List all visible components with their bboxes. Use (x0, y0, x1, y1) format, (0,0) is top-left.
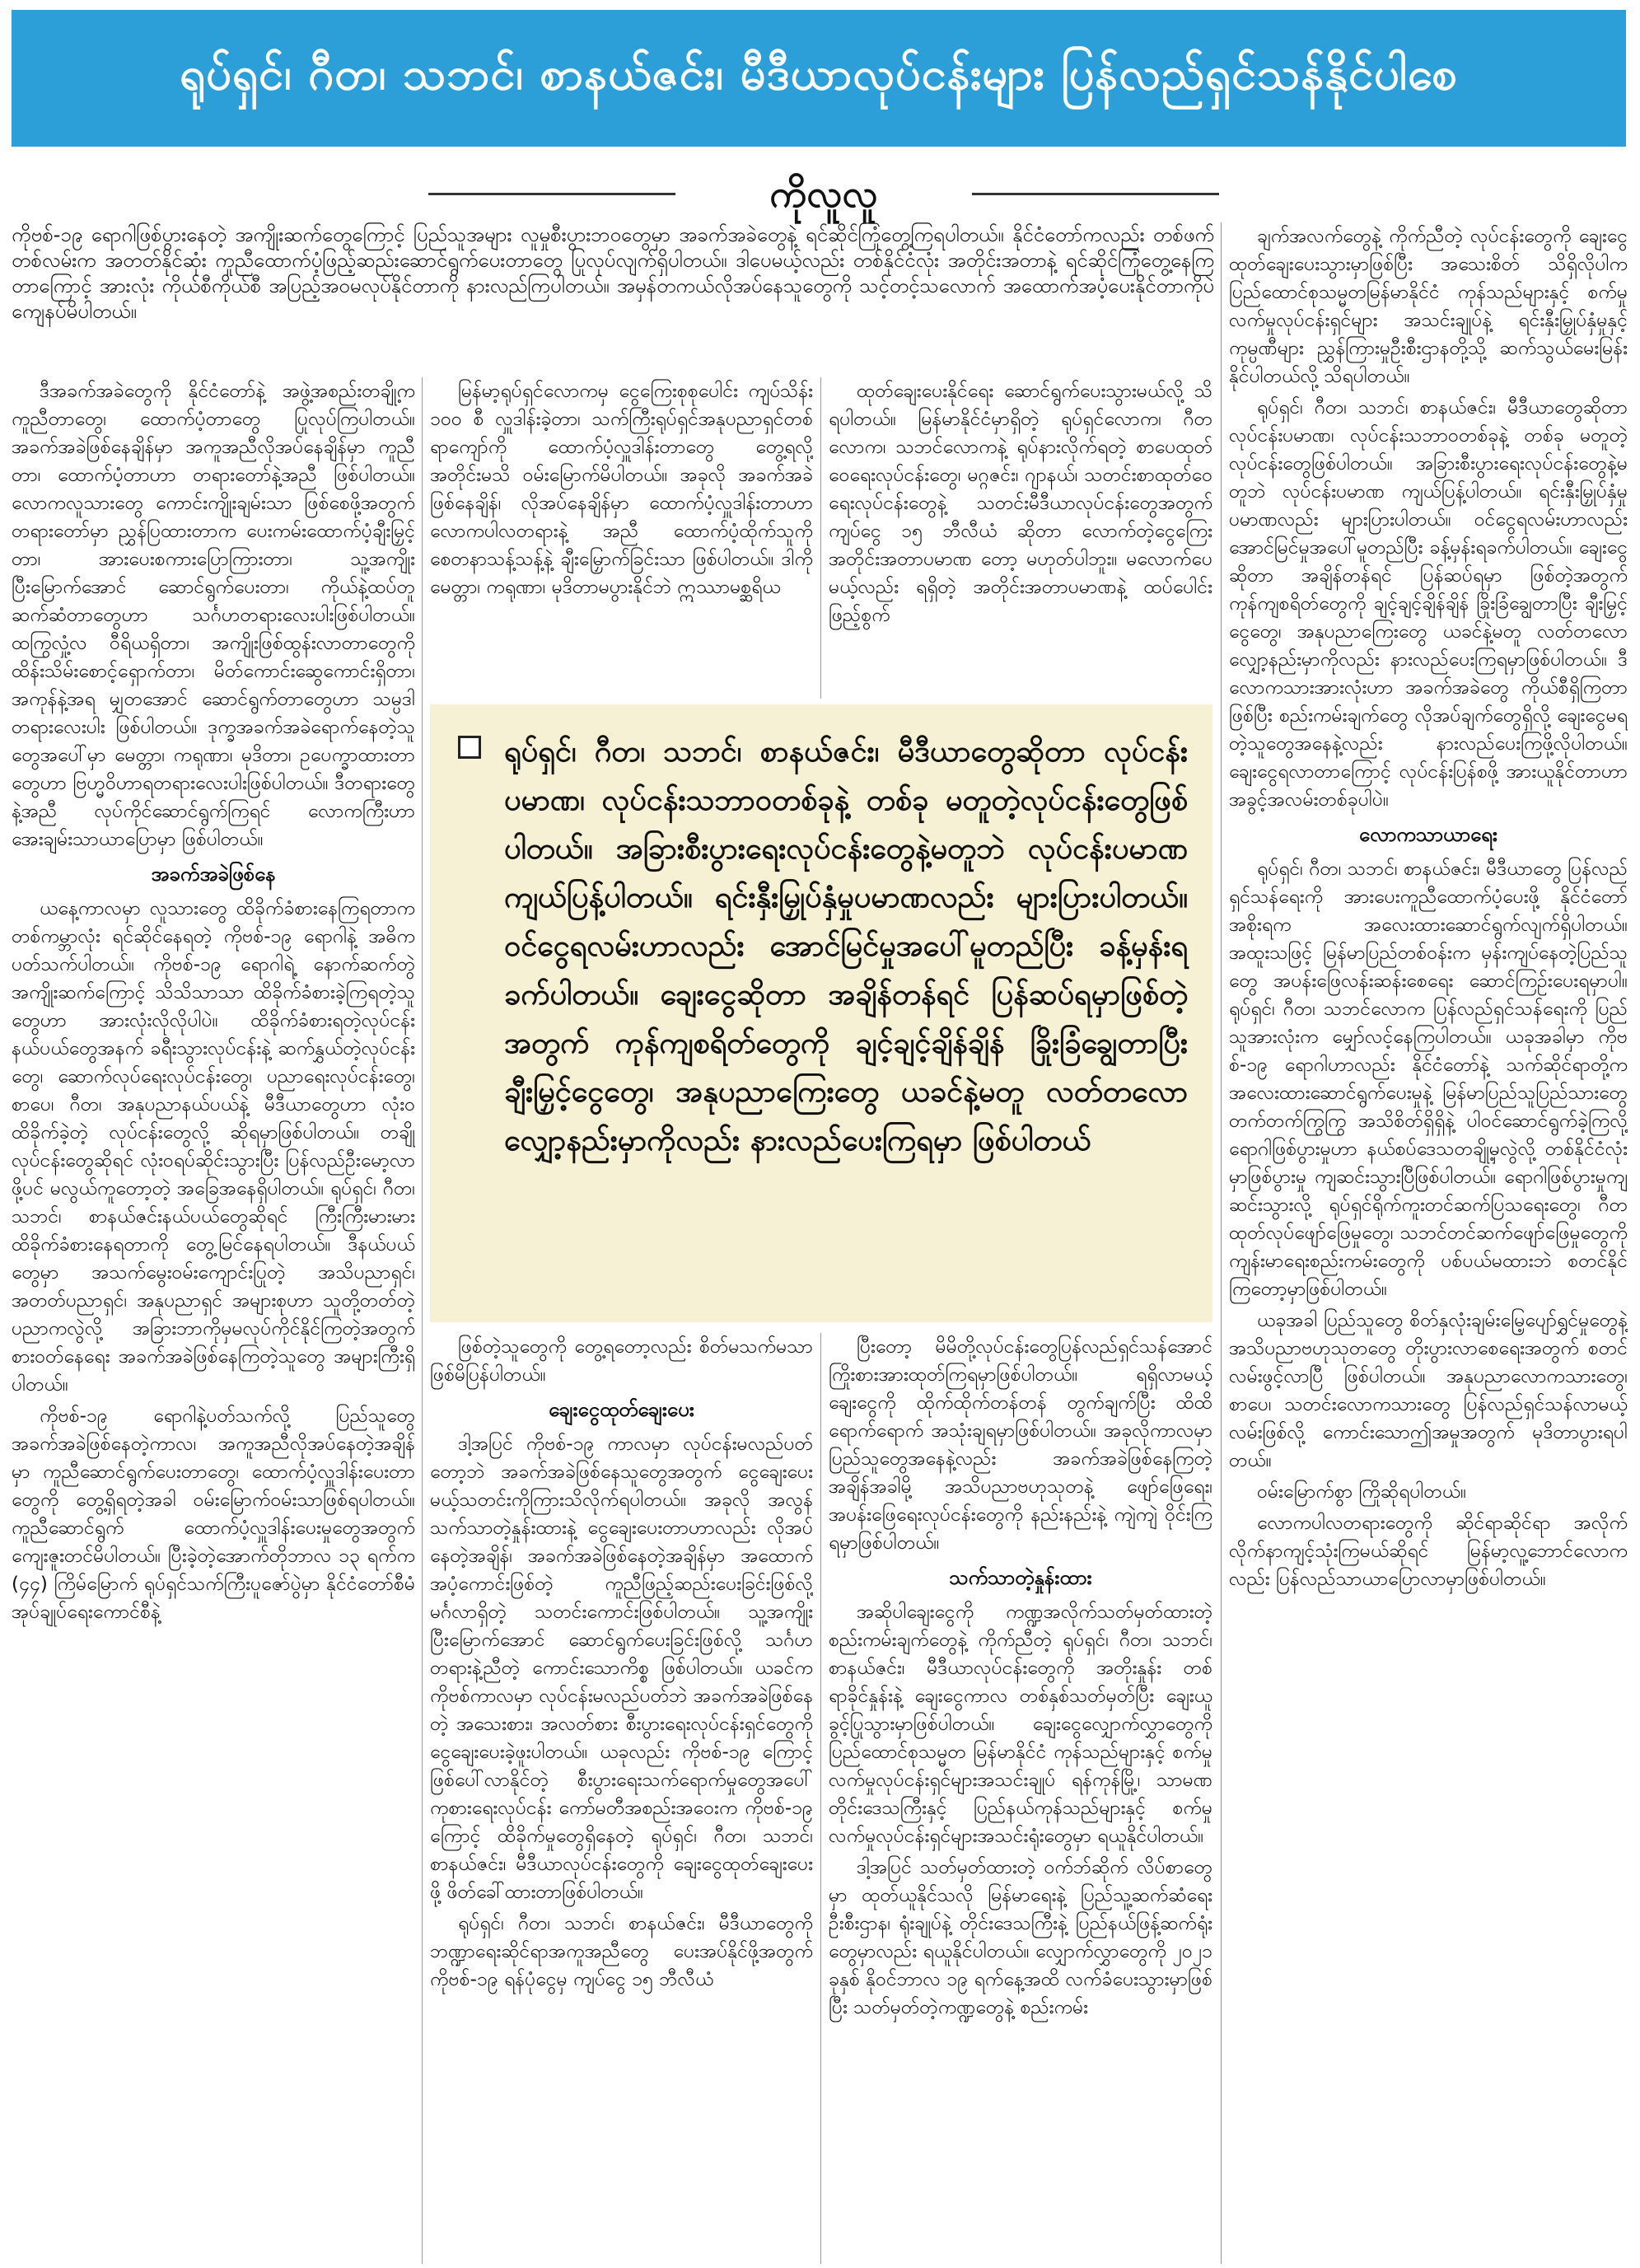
column-3-bottom (829, 1333, 1212, 2264)
column-4 (1229, 222, 1628, 2264)
column-4-paragraph: ချက်အလက်တွေနဲ့ ကိုက်ညီတဲ့ လုပ်ငန်းတွေကို ချေးငွေထုတ်ချေးပေးသွားမှာဖြစ်ပြီး အသေးစိတ် သိရှိလိုပါက ပြည်ထောင်စုသမ္မတမြန်မာနိုင်ငံ ကုန်သည်များနှင့် စက်မှုလက်မှုလုပ်ငန်းရှင်များ အသင်းချုပ်နဲ့ ရင်းနှီးမြှုပ်နှံမှုနှင့် ကုမ္ပဏီများ ညွှန်ကြားမှုဦးစီးဌာနတို့သို့ ဆက်သွယ်မေးမြန်းနိုင်ပါတယ်လို့ သိရပါတယ်။ (1229, 226, 1628, 387)
headline-banner (12, 10, 1626, 147)
column-1-paragraph: ဒီအခက်အခဲတွေကို နိုင်ငံတော်နဲ့ အဖွဲ့အစည်းတချို့က ကူညီတာတွေ၊ ထောက်ပံ့တာတွေ ပြုလုပ်ကြပါတယ်။ အခက်အခဲဖြစ်နေချိန်မှာ အကူအညီလိုအပ်နေချိန်မှာ ကူညီတာ၊ ထောက်ပံ့တာဟာ တရားတော်နဲ့အညီ ဖြစ်ပါတယ်။ လောကလူသားတွေ ကောင်းကျိုးချမ်းသာ ဖြစ်စေဖို့အတွက် တရားတော်မှာ ညွှန်ပြထားတာက ပေးကမ်းထောက်ပံ့ချီးမြှင့်တာ၊ အားပေးစကားပြောကြားတာ၊ သူ့အကျိုးပြီးမြောက်အောင် ဆောင်ရွက်ပေးတာ၊ ကိုယ်နဲ့ထပ်တူဆက်ဆံတာတွေဟာ သင်္ဂဟတရားလေးပါးဖြစ်ပါတယ်။ ထကြွလှုံ့လ ဝီရိယရှိတာ၊ အကျိုးဖြစ်ထွန်းလာတာတွေကို ထိန်းသိမ်းစောင့်ရှောက်တာ၊ မိတ်ကောင်းဆွေကောင်းရှိတာ၊ အကုန်နဲ့အရ မျှတအောင် ဆောင်ရွက်တာတွေဟာ သမ္ပဒါတရားလေးပါး ဖြစ်ပါတယ်။ ဒုက္ခအခက်အခဲရောက်နေတဲ့သူတွေအပေါ်မှာ မေတ္တာ၊ ကရုဏာ၊ မုဒိတာ၊ ဥပေက္ခာထားတာတွေဟာ ဗြဟ္မဝိဟာရတရားလေးပါးဖြစ်ပါတယ်။ ဒီတရားတွေနဲ့အညီ လုပ်ကိုင်ဆောင်ရွက်ကြရင် လောကကြီးဟာ အေးချမ်းသာယာပြောမှာ ဖြစ်ပါတယ်။ (12, 381, 415, 850)
column-3-subheading: သက်သာတဲ့နှုန်းထား (949, 1566, 1092, 1589)
column-4-paragraph: ယခုအခါ ပြည်သူတွေ စိတ်နှလုံးချမ်းမြေ့ပျော်ရွှင်မှုတွေနဲ့ အသိပညာဗဟုသုတတွေ တိုးပွားလာစေရေးအတွက် စတင်လမ်းဖွင့်လာပြီ ဖြစ်ပါတယ်။ အနုပညာလောကသားတွေ၊ စာပေ၊ သတင်းလောကသားတွေ ပြန်လည်ရှင်သန်လာမယ့်လမ်းဖြစ်လို့ ကောင်းသောဤအမှုအတွက် မုဒိတာပွားရပါတယ်။ (1229, 1310, 1628, 1471)
byline-rule-left (428, 193, 675, 195)
column-divider (820, 1333, 821, 2264)
column-divider (1221, 222, 1222, 2264)
pull-quote-text: ရုပ်ရှင်၊ ဂီတ၊ သဘင်၊ စာနယ်ဇင်း၊ မီဒီယာတွေဆိုတာ လုပ်ငန်းပမာဏ၊ လုပ်ငန်းသဘာဝတစ်ခုနဲ့ တစ်ခု မတူတဲ့လုပ်ငန်းတွေဖြစ်ပါတယ်။ အခြားစီးပွားရေးလုပ်ငန်းတွေနဲ့မတူဘဲ လုပ်ငန်းပမာဏ ကျယ်ပြန့်ပါတယ်။ ရင်းနှီးမြှုပ်နှံမှုပမာဏလည်း များပြားပါတယ်။ ဝင်ငွေရလမ်းဟာလည်း အောင်မြင်မှုအပေါ်မူတည်ပြီး ခန့်မှန်းရခက်ပါတယ်။ ချေးငွေဆိုတာ အချိန်တန်ရင် ပြန်ဆပ်ရမှာဖြစ်တဲ့အတွက် ကုန်ကျစရိတ်တွေကို ချင့်ချင့်ချိန်ချိန် ခြိုးခြံချွေတာပြီး ချီးမြှင့်ငွေတွေ၊ အနုပညာကြေးတွေ ယခင်နဲ့မတူ လတ်တလောလျှော့နည်းမှာကိုလည်း နားလည်ပေးကြရမှာ ဖြစ်ပါတယ် (504, 735, 1188, 1157)
byline-rule-right (972, 193, 1219, 195)
byline: ကိုလူလူ (769, 171, 878, 216)
intro-text: ကိုဗစ်-၁၉ ရောဂါဖြစ်ပွားနေတဲ့ အကျိုးဆက်တွေကြောင့် ပြည်သူအများ လူမှုစီးပွားဘဝတွေမှာ အခက်အခဲတွေနဲ့ ရင်ဆိုင်ကြုံတွေ့ကြရပါတယ်။ နိုင်ငံတော်ကလည်း တစ်ဖက်တစ်လမ်းက အတတ်နိုင်ဆုံး ကူညီထောက်ပံ့ဖြည့်ဆည်းဆောင်ရွက်ပေးတာတွေ ပြုလုပ်လျက်ရှိပါတယ်။ ဒါပေမယ့်လည်း တစ်နိုင်ငံလုံး အတိုင်းအတာနဲ့ ရင်ဆိုင်ကြုံတွေ့နေကြတာကြောင့် အားလုံး ကိုယ်စီကိုယ်စီ အပြည့်အဝမလုပ်နိုင်တာကို နားလည်ကြပါတယ်။ အမှန်တကယ်လိုအပ်နေသူတွေကို သင့်တင့်သလောက် အထောက်အပံ့ပေးနိုင်တာကိုပဲ ကျေနပ်မိပါတယ်။ (12, 223, 1214, 323)
column-2-paragraph: ဖြစ်တဲ့သူတွေကို တွေ့ရတော့လည်း စိတ်မသက်မသာ ဖြစ်မိပြန်ပါတယ်။ (430, 1336, 813, 1386)
column-3-paragraph: ထုတ်ချေးပေးနိုင်ရေး ဆောင်ရွက်ပေးသွားမယ်လို့ သိရပါတယ်။ မြန်မာနိုင်ငံမှာရှိတဲ့ ရုပ်ရှင်လောက၊ ဂီတလောက၊ သဘင်လောကနဲ့ ရုပ်နားလိုက်ရတဲ့ စာပေထုတ်ဝေရေးလုပ်ငန်းတွေ၊ မဂ္ဂဇင်း၊ ဂျာနယ်၊ သတင်းစာထုတ်ဝေရေးလုပ်ငန်းတွေနဲ့ သတင်းမီဒီယာလုပ်ငန်းတွေအတွက် ကျပ်ငွေ ၁၅ ဘီလီယံ ဆိုတာ လောက်တဲ့ငွေကြေးအတိုင်းအတာပမာဏ တော့ မဟုတ်ပါဘူး။ မလောက်ပေမယ့်လည်း ရရှိတဲ့ အတိုင်းအတာပမာဏနဲ့ ထပ်ပေါင်းဖြည့်စွက် (829, 381, 1212, 626)
column-2-paragraph: မြန်မာ့ရုပ်ရှင်လောကမှ ငွေကြေးစုစုပေါင်း ကျပ်သိန်း ၁၀၀ စီ လှူဒါန်းခဲ့တာ၊ သက်ကြီးရုပ်ရှင်အနုပညာရှင်တစ်ရာကျော်ကို ထောက်ပံ့လှူဒါန်းတာတွေ တွေ့ရလို့ အတိုင်းမသိ ဝမ်းမြောက်မိပါတယ်။ အခုလို အခက်အခဲဖြစ်နေချိန်၊ လိုအပ်နေချိန်မှာ ထောက်ပံ့လှူဒါန်းတာဟာ လောကပါလတရားနဲ့ အညီ ထောက်ပံ့ထိုက်သူကို စေတနာသန့်သန့်နဲ့ ချီးမြှောက်ခြင်းသာ ဖြစ်ပါတယ်။ ဒါကို မေတ္တာ၊ ကရုဏာ၊ မုဒိတာမပွားနိုင်ဘဲ ဣဿာမစ္ဆရိယ (430, 381, 813, 598)
intro-paragraph (12, 222, 1214, 379)
checkbox-bullet-icon (458, 736, 481, 759)
column-3-paragraph: ဒါ့အပြင် သတ်မှတ်ထားတဲ့ ဝက်ဘ်ဆိုက် လိပ်စာတွေမှာ ထုတ်ယူနိုင်သလို မြန်မာရေးနဲ့ ပြည်သူ့ဆက်ဆံရေးဦးစီးဌာန၊ ရုံးချုပ်နဲ့ တိုင်းဒေသကြီးနဲ့ ပြည်နယ်ဖြန့်ဆက်ရုံးတွေမှာလည်း ရယူနိုင်ပါတယ်။ လျှောက်လွှာတွေကို ၂၀၂၁ ခုနှစ် နိုဝင်ဘာလ ၁၉ ရက်နေ့အထိ လက်ခံပေးသွားမှာဖြစ်ပြီး သတ်မှတ်တဲ့ကဏ္ဍတွေနဲ့ စည်းကမ်း (829, 1857, 1212, 2018)
column-4-paragraph: ရုပ်ရှင်၊ ဂီတ၊ သဘင်၊ စာနယ်ဇင်း၊ မီဒီယာတွေဆိုတာ လုပ်ငန်းပမာဏ၊ လုပ်ငန်းသဘာဝတစ်ခုနဲ့ တစ်ခု မတူတဲ့လုပ်ငန်းတွေဖြစ်ပါတယ်။ အခြားစီးပွားရေးလုပ်ငန်းတွေနဲ့မတူဘဲ လုပ်ငန်းပမာဏ ကျယ်ပြန့်ပါတယ်။ ရင်းနှီးမြှုပ်နှံမှုပမာဏလည်း များပြားပါတယ်။ ဝင်ငွေရလမ်းဟာလည်း အောင်မြင်မှုအပေါ်မူတည်ပြီး ခန့်မှန်းရခက်ပါတယ်။ ချေးငွေဆိုတာ အချိန်တန်ရင် ပြန်ဆပ်ရမှာ ဖြစ်တဲ့အတွက် ကုန်ကျစရိတ်တွေကို ချင့်ချင့်ချိန်ချိန် ခြိုးခြံချွေတာပြီး ချီးမြှင့်ငွေတွေ၊ အနုပညာကြေးတွေ ယခင်နဲ့မတူ လတ်တလောလျှော့နည်းမှာကိုလည်း နားလည်ပေးကြရမှာဖြစ်ပါတယ်။ ဒီလောကသားအားလုံးဟာ အခက်အခဲတွေ ကိုယ်စီရှိကြတာဖြစ်ပြီး စည်းကမ်းချက်တွေ လိုအပ်ချက်တွေရှိလို့ ချေးငွေမရတဲ့သူတွေအနေနဲ့လည်း နားလည်ပေးကြဖို့လိုပါတယ်။ ချေးငွေရလာတာကြောင့် လုပ်ငန်းပြန်စဖို့ အားယူနိုင်တာဟာ အခွင့်အလမ်းတစ်ခုပါပဲ။ (1229, 397, 1628, 811)
column-2-paragraph: ရုပ်ရှင်၊ ဂီတ၊ သဘင်၊ စာနယ်ဇင်း၊ မီဒီယာတွေကိုဘဏ္ဍာရေးဆိုင်ရာအကူအညီတွေ ပေးအပ်နိုင်ဖို့အတွက် ကိုဗစ်-၁၉ ရန်ပုံငွေမှ ကျပ်ငွေ ၁၅ ဘီလီယံ (430, 1913, 813, 1990)
column-1-subheading: အခက်အခဲဖြစ်နေ (151, 863, 276, 886)
pull-quote (430, 704, 1212, 1322)
column-3-paragraph: ပြီးတော့ မိမိတို့လုပ်ငန်းတွေပြန်လည်ရှင်သန်အောင် ကြိုးစားအားထုတ်ကြရမှာဖြစ်ပါတယ်။ ရရှိလာမယ့် ချေးငွေကို ထိုက်ထိုက်တန်တန် တွက်ချက်ပြီး ထိထိရောက်ရောက် အသုံးချရမှာဖြစ်ပါတယ်။ အခုလိုကာလမှာ ပြည်သူတွေအနေနဲ့လည်း အခက်အခဲဖြစ်နေကြတဲ့အချိန်အခါမို့ အသိပညာဗဟုသုတနဲ့ ဖျော်ဖြေရေး၊ အပန်းဖြေရေးလုပ်ငန်းတွေကို နည်းနည်းနဲ့ ကျဲကျဲ ဝိုင်းကြရမှာဖြစ်ပါတယ်။ (829, 1336, 1212, 1554)
column-3-top (829, 377, 1212, 699)
column-4-subheading: လောကသာယာရေး (1358, 823, 1498, 846)
column-2-top (430, 377, 813, 699)
column-divider (422, 377, 423, 2264)
column-1-paragraph: ယနေ့ကာလမှာ လူသားတွေ ထိခိုက်ခံစားနေကြရတာက တစ်ကမ္ဘာလုံး ရင်ဆိုင်နေရတဲ့ ကိုဗစ်-၁၉ ရောဂါနဲ့ အဓိကပတ်သက်ပါတယ်။ ကိုဗစ်-၁၉ ရောဂါရဲ့ နောက်ဆက်တွဲအကျိုးဆက်ကြောင့် သိသိသာသာ ထိခိုက်ခံစားခဲ့ကြရတဲ့သူတွေဟာ အားလုံးလိုလိုပါပဲ။ ထိခိုက်ခံစားရတဲ့လုပ်ငန်းနယ်ပယ်တွေအနက် ခရီးသွားလုပ်ငန်းနဲ့ ဆက်နွှယ်တဲ့လုပ်ငန်းတွေ၊ ဆောက်လုပ်ရေးလုပ်ငန်းတွေ၊ ပညာရေးလုပ်ငန်းတွေ၊ စာပေ၊ ဂီတ၊ အနုပညာနယ်ပယ်နဲ့ မီဒီယာတွေဟာ လုံးဝထိခိုက်ခဲ့တဲ့ လုပ်ငန်းတွေလို့ ဆိုရမှာဖြစ်ပါတယ်။ တချို့လုပ်ငန်းတွေဆိုရင် လုံးဝရပ်ဆိုင်းသွားပြီး ပြန်လည်ဦးမော့လာဖို့ပင် မလွယ်ကူတော့တဲ့ အခြေအနေရှိပါတယ်။ ရုပ်ရှင်၊ ဂီတ၊ သဘင်၊ စာနယ်ဇင်းနယ်ပယ်တွေဆိုရင် ကြီးကြီးမားမား ထိခိုက်ခံစားနေရတာကို တွေ့မြင်နေရပါတယ်။ ဒီနယ်ပယ်တွေမှာ အသက်မွေးဝမ်းကျောင်းပြုတဲ့ အသိပညာရှင်၊ အတတ်ပညာရှင်၊ အနုပညာရှင် အများစုဟာ သူတို့တတ်တဲ့ ပညာကလွဲလို့ အခြားဘာကိုမှမလုပ်ကိုင်နိုင်ကြတဲ့အတွက် စားဝတ်နေရေး အခက်အခဲဖြစ်နေကြတဲ့သူတွေ အများကြီးရှိပါတယ်။ (12, 898, 415, 1396)
column-1-paragraph: ကိုဗစ်-၁၉ ရောဂါနဲ့ပတ်သက်လို့ ပြည်သူတွေ အခက်အခဲဖြစ်နေတဲ့ကာလ၊ အကူအညီလိုအပ်နေတဲ့အချိန်မှာ ကူညီဆောင်ရွက်ပေးတာတွေ၊ ထောက်ပံ့လှူဒါန်းပေးတာတွေကို တွေ့ရှိရတဲ့အခါ ဝမ်းမြောက်ဝမ်းသာဖြစ်ရပါတယ်။ ကူညီဆောင်ရွက် ထောက်ပံ့လှူဒါန်းပေးမှုတွေအတွက် ကျေးဇူးတင်မိပါတယ်။ ပြီးခဲ့တဲ့အောက်တိုဘာလ ၁၃ ရက်က (၄၄) ကြိမ်မြောက် ရုပ်ရှင်သက်ကြီးပူဇော်ပွဲမှာ နိုင်ငံတော်စီမံအုပ်ချုပ်ရေးကောင်စီနဲ့ (12, 1405, 415, 1623)
column-2-bottom (430, 1333, 813, 2264)
column-2-subheading: ချေးငွေထုတ်ချေးပေး (549, 1398, 694, 1421)
column-divider (820, 377, 821, 699)
column-4-paragraph: ဝမ်းမြောက်စွာ ကြိုဆိုရပါတယ်။ (1257, 1481, 1467, 1503)
column-1 (12, 377, 415, 2264)
column-4-paragraph: ရုပ်ရှင်၊ ဂီတ၊ သဘင်၊ စာနယ်ဇင်း၊ မီဒီယာတွေ ပြန်လည်ရှင်သန်ရေးကို အားပေးကူညီထောက်ပံ့ပေးဖို့ နိုင်ငံတော်အစိုးရက အလေးထားဆောင်ရွက်လျက်ရှိပါတယ်။ အထူးသဖြင့် မြန်မာပြည်တစ်ဝန်းက မှန်းကျပ်နေတဲ့ပြည်သူတွေ အပန်းဖြေလန်းဆန်းစေရေး ဆောင်ကြဉ်းပေးရမှာပါ။ ရုပ်ရှင်၊ ဂီတ၊ သဘင်လောက ပြန်လည်ရှင်သန်ရေးကို ပြည်သူအားလုံးက မျှော်လင့်နေကြပါတယ်။ ယခုအခါမှာ ကိုဗစ်-၁၉ ရောဂါဟာလည်း နိုင်ငံတော်နဲ့ သက်ဆိုင်ရာတို့က အလေးထားဆောင်ရွက်ပေးမှုနဲ့ မြန်မာပြည်သူပြည်သားတွေ တက်တက်ကြွကြွ အသိစိတ်ရှိရှိနဲ့ ပါဝင်ဆောင်ရွက်ခဲ့ကြလို့ ရောဂါဖြစ်ပွားမှုဟာ နယ်စပ်ဒေသတချို့မှလွဲလို့ တစ်နိုင်ငံလုံးမှာဖြစ်ပွားမှု ကျဆင်းသွားပြီဖြစ်ပါတယ်။ ရောဂါဖြစ်ပွားမှုကျဆင်းသွားလို့ ရုပ်ရှင်ရိုက်ကူးတင်ဆက်ပြသရေးတွေ၊ ဂီတထုတ်လုပ်ဖျော်ဖြေမှုတွေ၊ သဘင်တင်ဆက်ဖျော်ဖြေမှုတွေကို ကျန်းမာရေးစည်းကမ်းတွေကို ပစ်ပယ်မထားဘဲ စတင်နိုင်ကြတော့မှာဖြစ်ပါတယ်။ (1229, 858, 1628, 1300)
headline: ရုပ်ရှင်၊ ဂီတ၊ သဘင်၊ စာနယ်ဇင်း၊ မီဒီယာလုပ်ငန်းများ ပြန်လည်ရှင်သန်နိုင်ပါစေ (180, 47, 1458, 100)
column-2-paragraph: ဒါ့အပြင် ကိုဗစ်-၁၉ ကာလမှာ လုပ်ငန်းမလည်ပတ်တော့ဘဲ အခက်အခဲဖြစ်နေသူတွေအတွက် ငွေချေးပေးမယ့်သတင်းကိုကြားသိလိုက်ရပါတယ်။ အခုလို အလွန်သက်သာတဲ့နှုန်းထားနဲ့ ငွေချေးပေးတာဟာလည်း လိုအပ်နေတဲ့အချိန်၊ အခက်အခဲဖြစ်နေတဲ့အချိန်မှာ အထောက်အပံ့ကောင်းဖြစ်တဲ့ ကူညီဖြည့်ဆည်းပေးခြင်းဖြစ်လို့ မင်္ဂလာရှိတဲ့ သတင်းကောင်းဖြစ်ပါတယ်။ သူ့အကျိုးပြီးမြောက်အောင် ဆောင်ရွက်ပေးခြင်းဖြစ်လို့ သင်္ဂဟတရားနဲ့ညီတဲ့ ကောင်းသောကိစ္စ ဖြစ်ပါတယ်။ ယခင်က ကိုဗစ်ကာလမှာ လုပ်ငန်းမလည်ပတ်ဘဲ အခက်အခဲဖြစ်နေတဲ့ အသေးစား၊ အလတ်စား စီးပွားရေးလုပ်ငန်းရှင်တွေကို ငွေချေးပေးခဲ့ဖူးပါတယ်။ ယခုလည်း ကိုဗစ်-၁၉ ကြောင့် ဖြစ်ပေါ်လာနိုင်တဲ့ စီးပွားရေးသက်ရောက်မှုတွေအပေါ် ကုစားရေးလုပ်ငန်း ကော်မတီအစည်းအဝေးက ကိုဗစ်-၁၉ ကြောင့် ထိခိုက်မှုတွေရှိနေတဲ့ ရုပ်ရှင်၊ ဂီတ၊ သဘင်၊ စာနယ်ဇင်း၊ မီဒီယာလုပ်ငန်းတွေကို ချေးငွေထုတ်ချေးပေးဖို့ ဖိတ်ခေါ်ထားတာဖြစ်ပါတယ်။ (430, 1433, 813, 1903)
column-3-paragraph: အဆိုပါချေးငွေကို ကဏ္ဍအလိုက်သတ်မှတ်ထားတဲ့စည်းကမ်းချက်တွေနဲ့ ကိုက်ညီတဲ့ ရုပ်ရှင်၊ ဂီတ၊ သဘင်၊ စာနယ်ဇင်း၊ မီဒီယာလုပ်ငန်းတွေကို အတိုးနှုန်း တစ်ရာခိုင်နှုန်းနဲ့ ချေးငွေကာလ တစ်နှစ်သတ်မှတ်ပြီး ချေးယူခွင့်ပြုသွားမှာဖြစ်ပါတယ်။ ချေးငွေလျှောက်လွှာတွေကို ပြည်ထောင်စုသမ္မတ မြန်မာနိုင်ငံ ကုန်သည်များနှင့် စက်မှုလက်မှုလုပ်ငန်းရှင်များအသင်းချုပ် ရန်ကုန်မြို့၊ သာမဏ တိုင်းဒေသကြီးနှင့် ပြည်နယ်ကုန်သည်များနှင့် စက်မှုလက်မှုလုပ်ငန်းရှင်များအသင်းရုံးတွေမှာ ရယူနိုင်ပါတယ်။ (829, 1602, 1212, 1847)
column-4-paragraph: လောကပါလတရားတွေကို ဆိုင်ရာဆိုင်ရာ အလိုက် လိုက်နာကျင့်သုံးကြမယ်ဆိုရင် မြန်မာ့လူ့ဘောင်လောကလည်း ပြန်လည်သာယာပြောလာမှာဖြစ်ပါတယ်။ (1229, 1513, 1628, 1590)
byline-block (428, 165, 1219, 222)
